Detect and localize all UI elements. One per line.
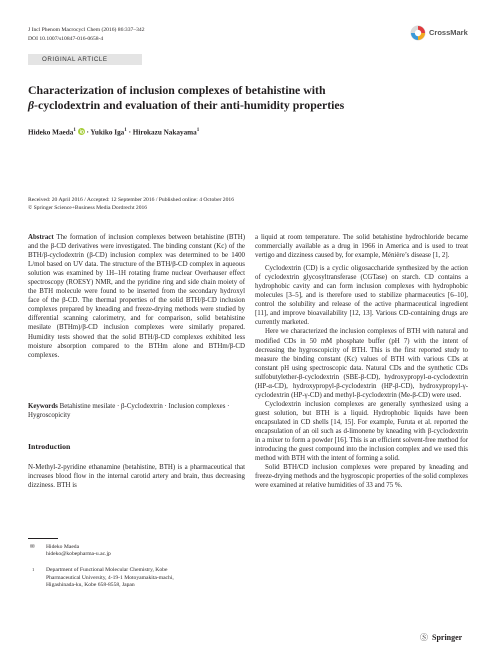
right-paragraph-4: Cyclodextrin inclusion complexes are generally synthesized using a guest solution, but BTH is a liquid. Hydrophobic liquids have been encapsulated in CD shells [14, 15]. For example, Furuta et al. reported the encapsulation of an oil such as d-limonene by kneading with β-cyclodextrin in a mixer to form a powder [16]. This is an efficient solvent-free method for introducing the guest compound into the inclusion complex and we used this method with BTH with the intent of forming a solid. <box>255 400 468 463</box>
right-column <box>255 233 468 490</box>
crossmark-icon <box>410 25 426 41</box>
title-line-2: -cyclodextrin and evaluation of their anti-humidity properties <box>34 97 345 112</box>
author-separator: · <box>84 128 91 137</box>
author-3[interactable]: Hirokazu Nakayama <box>132 128 197 137</box>
doi[interactable]: DOI 10.1007/s10847-016-0658-4 <box>28 36 104 42</box>
copyright-line: © Springer Science+Business Media Dordrecht 2016 <box>28 205 148 211</box>
introduction-heading: Introduction <box>28 442 71 451</box>
affiliation-number: 1 <box>32 567 35 573</box>
affiliation-line-3: Higashinada-ku, Kobe 658-8558, Japan <box>46 581 135 588</box>
title-beta: β <box>28 97 35 112</box>
crossmark-badge[interactable] <box>410 25 472 41</box>
abstract-block <box>28 233 245 360</box>
right-paragraph-1: a liquid at room temperature. The solid betahistine hydrochloride became commercially available as a drug in 1966 in America and is used to treat vertigo and dizziness caused by, for example, Ménière’s disease [1, 2]. <box>255 234 468 260</box>
crossmark-label: CrossMark <box>429 28 468 37</box>
section-label: ORIGINAL ARTICLE <box>42 56 108 63</box>
article-title <box>28 83 468 112</box>
orcid-icon[interactable] <box>78 128 85 135</box>
corresponding-author-name: Hideko Maeda <box>46 544 80 550</box>
keywords-text: Betahistine mesilate · β-Cyclodextrin · Inclusion complexes · Hygroscopicity <box>28 403 230 420</box>
footnote-rule <box>28 538 58 539</box>
affiliation-line-1: Department of Functional Molecular Chemistry, Kobe <box>46 567 168 574</box>
title-line-1: Characterization of inclusion complexes of betahistine with <box>28 83 326 97</box>
introduction-text: N-Methyl-2-pyridine ethanamine (betahistine, BTH) is a pharmaceutical that increases blood flow in the internal carotid artery and brain, thus decreasing dizziness. BTH is <box>28 464 245 490</box>
springer-horse-icon: Ⓢ <box>420 633 428 642</box>
right-paragraph-5: Solid BTH/CD inclusion complexes were prepared by kneading and freeze-drying methods and the hygroscopic properties of the solid complexes were examined at relative humidities of 33 and 75 %. <box>255 464 468 490</box>
springer-logo <box>420 627 462 645</box>
author-3-affiliation: 1 <box>196 128 200 134</box>
right-paragraph-2: Cyclodextrin (CD) is a cyclic oligosaccharide synthesized by the action of cyclodextrin glycosyltransferase (CGTase) on starch. CD contains a hydrophobic cavity and can form inclusion complexes with hydrophobic molecules [3–5], and is therefore used to stabilize pharmaceutics [6–10], control the solubility and release of the active pharmaceutical ingredient [11], and improve bioavailability [12, 13]. Various CD-containing drugs are currently marketed. <box>255 265 468 327</box>
author-1[interactable]: Hideko Maeda <box>28 128 74 137</box>
keywords-heading: Keywords <box>28 403 58 410</box>
author-2-affiliation: 1 <box>124 128 127 134</box>
springer-name: Springer <box>432 633 463 642</box>
author-2[interactable]: Yukiko Iga <box>90 128 125 137</box>
right-paragraph-3: Here we characterized the inclusion complexes of BTH with natural and modified CDs in 50 mM phosphate buffer (pH 7) with the intent of decreasing the hygroscopicity of BTH. This is the first reported study to measure the binding constant (Kc) values of BTH with various CDs at constant pH using spectroscopic data. Natural CDs and the synthetic CDs sulfobutylether-β-cyclodextrin (SBE-β-CD), hydroxypropyl-α-cyclodextrin (HP-α-CD), hydroxypropyl-β-cyclodextrin (HP-β-CD), hydroxypropyl-γ-cyclodextrin (HP-γ-CD) and methyl-β-cyclodextrin (Me-β-CD) were used. <box>255 328 468 399</box>
received-accepted-dates: Received: 20 April 2016 / Accepted: 12 September 2016 / Published online: 4 October 2016 <box>28 197 234 203</box>
keywords-block <box>28 402 245 420</box>
introduction-paragraph <box>28 463 245 490</box>
corresponding-author-email[interactable]: hideko@kobepharma-u.ac.jp <box>46 551 111 558</box>
abstract-text: The formation of inclusion complexes between betahistine (BTH) and the β-CD derivatives were investigated. The binding constant (Kc) of the BTH/β-cyclodextrin (β-CD) inclusion complex was determined to be 1400 L/mol based on UV data. The structure of the BTH/β-CD complex in aqueous solution was examined by 1H–1H rotating frame nuclear Overhauser effect spectroscopy (ROESY) NMR, and the pyridine ring and side chain moiety of the BTH molecule were found to be inserted from the secondary hydroxyl face of the β-CD. The thermal properties of the solid BTH/β-CD inclusion complexes prepared by kneading and freeze-drying methods were studied by differential scanning calorimetry, and for comparison, solid betahistine mesilate (BTHm)/β-CD inclusion complexes were similarly prepared. Humidity tests showed that the solid BTH/β-CD complexes exhibited less moisture absorption compared to the BTHm alone and BTHm/β-CD complexes. <box>28 234 245 359</box>
journal-citation: J Incl Phenom Macrocycl Chem (2016) 86:337–342 <box>28 27 145 33</box>
author-list <box>28 128 199 137</box>
affiliation-line-2: Pharmaceutical University, 4-19-1 Motoyamakita-machi, <box>46 574 174 581</box>
author-separator: · <box>126 128 133 137</box>
correspondence-footnote <box>28 544 245 589</box>
author-1-affiliation: 1 <box>73 128 76 134</box>
envelope-icon: ✉ <box>30 544 35 550</box>
abstract-heading: Abstract <box>28 234 54 241</box>
